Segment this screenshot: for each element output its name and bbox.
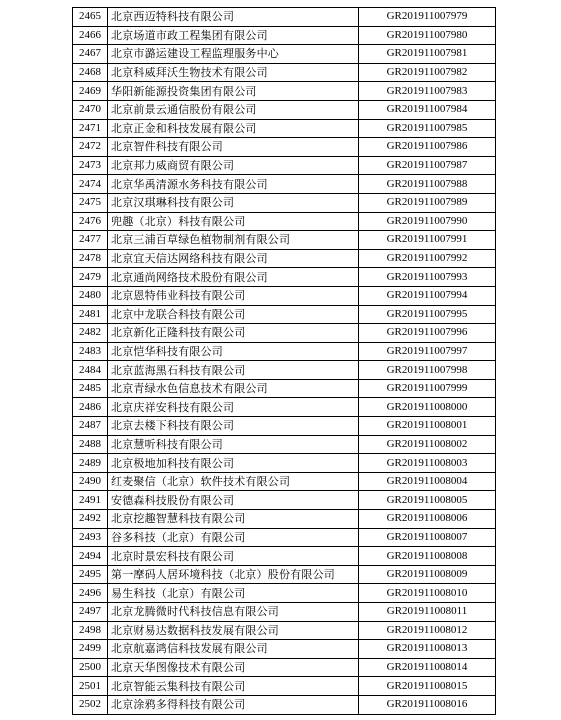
company-name: 北京场道市政工程集团有限公司 bbox=[108, 26, 359, 45]
certificate-number: GR201911008008 bbox=[359, 547, 496, 566]
row-number: 2492 bbox=[73, 510, 108, 529]
table-row bbox=[73, 621, 496, 640]
company-name: 北京蓝海黑石科技有限公司 bbox=[108, 361, 359, 380]
table-row bbox=[73, 45, 496, 64]
row-number: 2484 bbox=[73, 361, 108, 380]
table-row bbox=[73, 417, 496, 436]
row-number: 2490 bbox=[73, 472, 108, 491]
row-number: 2467 bbox=[73, 45, 108, 64]
table-row bbox=[73, 472, 496, 491]
certificate-number: GR201911007998 bbox=[359, 361, 496, 380]
table-row bbox=[73, 491, 496, 510]
table-row bbox=[73, 100, 496, 119]
certificate-number: GR201911008009 bbox=[359, 565, 496, 584]
row-number: 2500 bbox=[73, 658, 108, 677]
table-row bbox=[73, 249, 496, 268]
table-row bbox=[73, 435, 496, 454]
table-row bbox=[73, 286, 496, 305]
certificate-number: GR201911008007 bbox=[359, 528, 496, 547]
company-name: 北京时景宏科技有限公司 bbox=[108, 547, 359, 566]
row-number: 2501 bbox=[73, 677, 108, 696]
company-name: 北京慧听科技有限公司 bbox=[108, 435, 359, 454]
certificate-number: GR201911008004 bbox=[359, 472, 496, 491]
company-name: 北京恺华科技有限公司 bbox=[108, 342, 359, 361]
company-name: 北京宜天信达网络科技有限公司 bbox=[108, 249, 359, 268]
row-number: 2476 bbox=[73, 212, 108, 231]
row-number: 2497 bbox=[73, 603, 108, 622]
row-number: 2465 bbox=[73, 8, 108, 27]
table-row bbox=[73, 324, 496, 343]
company-name: 北京航嘉鸿信科技发展有限公司 bbox=[108, 640, 359, 659]
certificate-number: GR201911008014 bbox=[359, 658, 496, 677]
company-name: 北京西迈特科技有限公司 bbox=[108, 8, 359, 27]
table-row bbox=[73, 8, 496, 27]
company-name: 安德森科技股份有限公司 bbox=[108, 491, 359, 510]
table-row bbox=[73, 454, 496, 473]
table-row bbox=[73, 398, 496, 417]
company-name: 北京前景云通信股份有限公司 bbox=[108, 100, 359, 119]
table-row bbox=[73, 695, 496, 714]
registry-table-body bbox=[73, 8, 496, 715]
certificate-number: GR201911008005 bbox=[359, 491, 496, 510]
row-number: 2487 bbox=[73, 417, 108, 436]
row-number: 2479 bbox=[73, 268, 108, 287]
row-number: 2481 bbox=[73, 305, 108, 324]
table-row bbox=[73, 658, 496, 677]
company-name: 北京新化正隆科技有限公司 bbox=[108, 324, 359, 343]
row-number: 2469 bbox=[73, 82, 108, 101]
company-name: 北京龙腾微时代科技信息有限公司 bbox=[108, 603, 359, 622]
company-name: 北京通尚网络技术股份有限公司 bbox=[108, 268, 359, 287]
company-name: 北京中龙联合科技有限公司 bbox=[108, 305, 359, 324]
certificate-number: GR201911008000 bbox=[359, 398, 496, 417]
company-name: 北京涂鸦多得科技有限公司 bbox=[108, 695, 359, 714]
certificate-number: GR201911008011 bbox=[359, 603, 496, 622]
certificate-number: GR201911008013 bbox=[359, 640, 496, 659]
company-name: 北京财易达数据科技发展有限公司 bbox=[108, 621, 359, 640]
row-number: 2488 bbox=[73, 435, 108, 454]
company-name: 北京去楼下科技有限公司 bbox=[108, 417, 359, 436]
company-name: 谷多科技（北京）有限公司 bbox=[108, 528, 359, 547]
company-name: 北京挖趣智慧科技有限公司 bbox=[108, 510, 359, 529]
company-name: 北京恩特伟业科技有限公司 bbox=[108, 286, 359, 305]
table-row bbox=[73, 342, 496, 361]
certificate-number: GR201911007996 bbox=[359, 324, 496, 343]
row-number: 2470 bbox=[73, 100, 108, 119]
row-number: 2480 bbox=[73, 286, 108, 305]
certificate-number: GR201911008012 bbox=[359, 621, 496, 640]
table-row bbox=[73, 268, 496, 287]
table-row bbox=[73, 82, 496, 101]
row-number: 2478 bbox=[73, 249, 108, 268]
table-row bbox=[73, 193, 496, 212]
row-number: 2486 bbox=[73, 398, 108, 417]
certificate-number: GR201911007984 bbox=[359, 100, 496, 119]
row-number: 2502 bbox=[73, 695, 108, 714]
table-row bbox=[73, 26, 496, 45]
row-number: 2482 bbox=[73, 324, 108, 343]
table-row bbox=[73, 379, 496, 398]
certificate-number: GR201911007983 bbox=[359, 82, 496, 101]
row-number: 2471 bbox=[73, 119, 108, 138]
company-name: 北京智能云集科技有限公司 bbox=[108, 677, 359, 696]
table-row bbox=[73, 547, 496, 566]
certificate-number: GR201911007993 bbox=[359, 268, 496, 287]
certificate-number: GR201911007999 bbox=[359, 379, 496, 398]
row-number: 2496 bbox=[73, 584, 108, 603]
company-name: 北京智件科技有限公司 bbox=[108, 138, 359, 157]
certificate-number: GR201911007981 bbox=[359, 45, 496, 64]
certificate-number: GR201911007987 bbox=[359, 156, 496, 175]
row-number: 2473 bbox=[73, 156, 108, 175]
table-row bbox=[73, 305, 496, 324]
company-name: 北京汉琪琳科技有限公司 bbox=[108, 193, 359, 212]
row-number: 2474 bbox=[73, 175, 108, 194]
company-name: 兜趣（北京）科技有限公司 bbox=[108, 212, 359, 231]
row-number: 2491 bbox=[73, 491, 108, 510]
company-name: 第一摩码人居环境科技（北京）股份有限公司 bbox=[108, 565, 359, 584]
company-registry-table bbox=[72, 7, 496, 715]
company-name: 北京科威拜沃生物技术有限公司 bbox=[108, 63, 359, 82]
table-row bbox=[73, 361, 496, 380]
row-number: 2499 bbox=[73, 640, 108, 659]
company-name: 华阳新能源投资集团有限公司 bbox=[108, 82, 359, 101]
row-number: 2466 bbox=[73, 26, 108, 45]
certificate-number: GR201911007990 bbox=[359, 212, 496, 231]
company-name: 红麦聚信（北京）软件技术有限公司 bbox=[108, 472, 359, 491]
company-name: 北京正金和科技发展有限公司 bbox=[108, 119, 359, 138]
row-number: 2494 bbox=[73, 547, 108, 566]
table-row bbox=[73, 584, 496, 603]
row-number: 2485 bbox=[73, 379, 108, 398]
certificate-number: GR201911008002 bbox=[359, 435, 496, 454]
certificate-number: GR201911008016 bbox=[359, 695, 496, 714]
row-number: 2468 bbox=[73, 63, 108, 82]
table-row bbox=[73, 231, 496, 250]
certificate-number: GR201911008003 bbox=[359, 454, 496, 473]
company-name: 北京青绿水色信息技术有限公司 bbox=[108, 379, 359, 398]
certificate-number: GR201911007995 bbox=[359, 305, 496, 324]
certificate-number: GR201911007988 bbox=[359, 175, 496, 194]
certificate-number: GR201911008001 bbox=[359, 417, 496, 436]
certificate-number: GR201911007992 bbox=[359, 249, 496, 268]
certificate-number: GR201911008015 bbox=[359, 677, 496, 696]
company-name: 北京邦力威商贸有限公司 bbox=[108, 156, 359, 175]
company-name: 北京庆祥安科技有限公司 bbox=[108, 398, 359, 417]
table-row bbox=[73, 138, 496, 157]
table-row bbox=[73, 175, 496, 194]
table-row bbox=[73, 212, 496, 231]
certificate-number: GR201911008006 bbox=[359, 510, 496, 529]
row-number: 2475 bbox=[73, 193, 108, 212]
company-name: 北京市潞运建设工程监理服务中心 bbox=[108, 45, 359, 64]
row-number: 2495 bbox=[73, 565, 108, 584]
row-number: 2493 bbox=[73, 528, 108, 547]
row-number: 2489 bbox=[73, 454, 108, 473]
certificate-number: GR201911008010 bbox=[359, 584, 496, 603]
row-number: 2472 bbox=[73, 138, 108, 157]
table-row bbox=[73, 156, 496, 175]
company-name: 北京三浦百草绿色植物制剂有限公司 bbox=[108, 231, 359, 250]
certificate-number: GR201911007994 bbox=[359, 286, 496, 305]
table-row bbox=[73, 565, 496, 584]
company-name: 易生科技（北京）有限公司 bbox=[108, 584, 359, 603]
certificate-number: GR201911007979 bbox=[359, 8, 496, 27]
table-row bbox=[73, 510, 496, 529]
table-row bbox=[73, 119, 496, 138]
certificate-number: GR201911007985 bbox=[359, 119, 496, 138]
table-row bbox=[73, 677, 496, 696]
certificate-number: GR201911007982 bbox=[359, 63, 496, 82]
certificate-number: GR201911007991 bbox=[359, 231, 496, 250]
row-number: 2483 bbox=[73, 342, 108, 361]
company-name: 北京天华图像技术有限公司 bbox=[108, 658, 359, 677]
certificate-number: GR201911007980 bbox=[359, 26, 496, 45]
company-name: 北京华禹清源水务科技有限公司 bbox=[108, 175, 359, 194]
table-row bbox=[73, 603, 496, 622]
table-row bbox=[73, 528, 496, 547]
row-number: 2498 bbox=[73, 621, 108, 640]
certificate-number: GR201911007997 bbox=[359, 342, 496, 361]
table-row bbox=[73, 63, 496, 82]
company-name: 北京极地加科技有限公司 bbox=[108, 454, 359, 473]
certificate-number: GR201911007986 bbox=[359, 138, 496, 157]
table-row bbox=[73, 640, 496, 659]
certificate-number: GR201911007989 bbox=[359, 193, 496, 212]
row-number: 2477 bbox=[73, 231, 108, 250]
